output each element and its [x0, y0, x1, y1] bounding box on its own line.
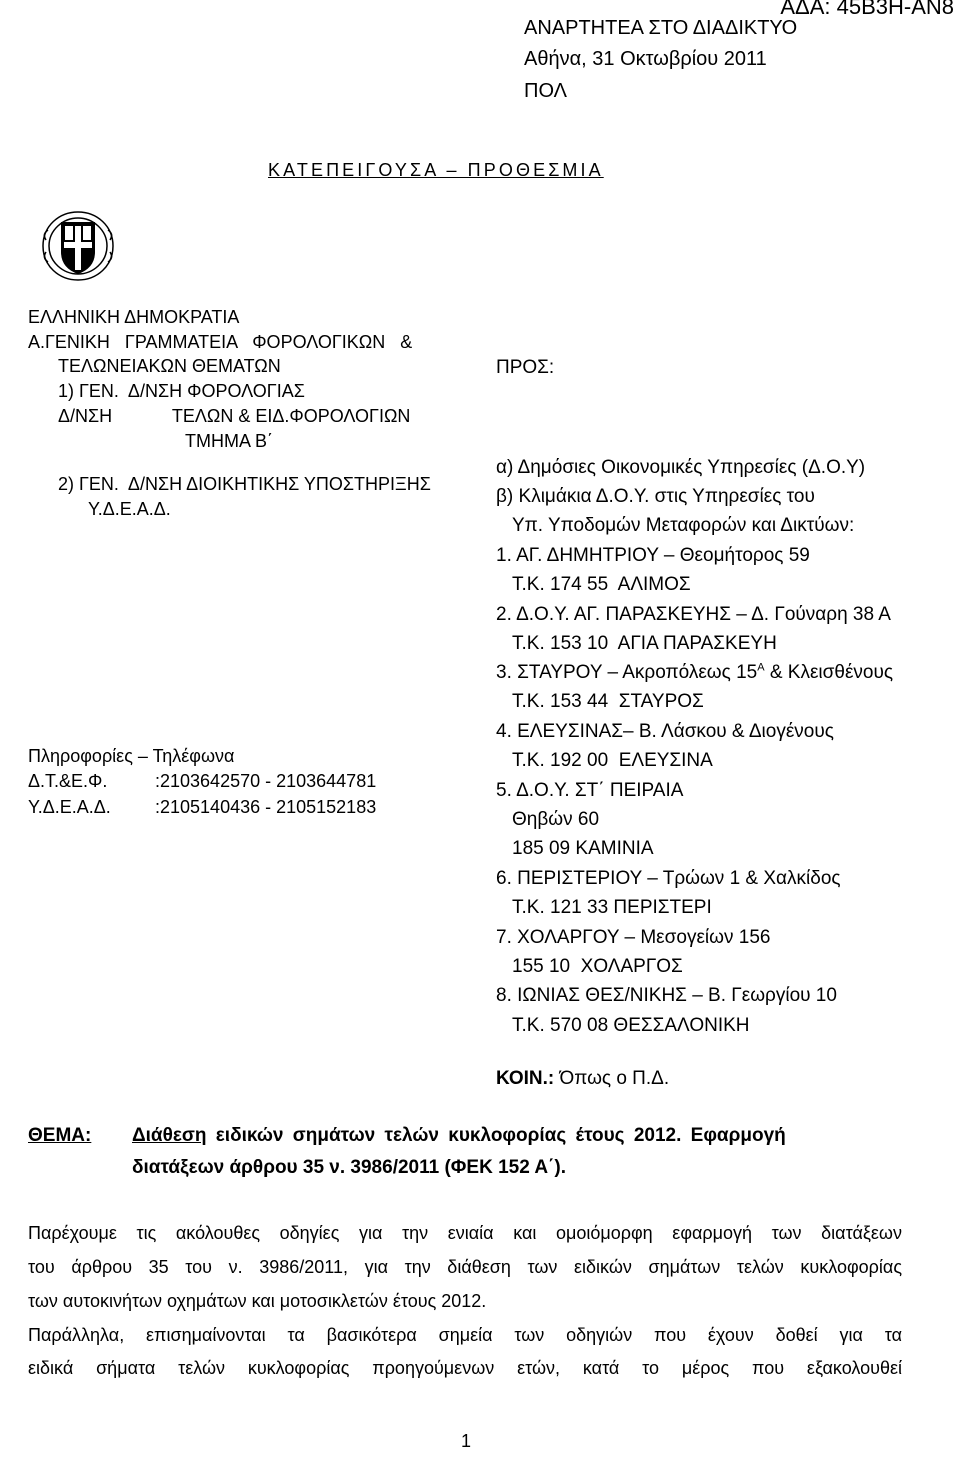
recipient-line: Τ.Κ. 192 00 ΕΛΕΥΣΙΝΑ	[512, 750, 713, 771]
recipient-line: 2. Δ.Ο.Υ. ΑΓ. ΠΑΡΑΣΚΕΥΗΣ – Δ. Γούναρη 38 Α	[496, 604, 891, 625]
recipient-line: 155 10 ΧΟΛΑΡΓΟΣ	[512, 956, 683, 977]
recipient-line: Θηβών 60	[512, 809, 600, 830]
urgent-deadline-notice: ΚΑΤΕΠΕΙΓΟΥΣΑ – ΠΡΟΘΕΣΜΙΑ	[268, 160, 604, 180]
info-title: Πληροφορίες – Τηλέφωνα	[28, 746, 235, 766]
recipient-line: 1. ΑΓ. ΔΗΜΗΤΡΙΟΥ – Θεομήτορος 59	[496, 545, 810, 566]
body-p1-line-3: των αυτοκινήτων οχημάτων και μοτοσικλετών έτους 2012.	[28, 1291, 487, 1311]
body-p2-line-1: Παράλληλα, επισημαίνονται τα βασικότερα σημεία των οδηγιών που έχουν δοθεί για τα	[28, 1325, 902, 1345]
subject-label: ΘΕΜΑ:	[28, 1125, 92, 1146]
subject-underlined-word: Διάθεση	[132, 1125, 207, 1146]
recipient-line: 4. ΕΛΕΥΣΙΝΑΣ– Β. Λάσκου & Διογένους	[496, 721, 834, 742]
subject-line-1	[132, 1125, 892, 1147]
page-number: 1	[461, 1431, 472, 1451]
sender-line-duties-directorate: Δ/ΝΣΗ ΤΕΛΩΝ & ΕΙΔ.ΦΟΡΟΛΟΓΙΩΝ	[58, 406, 411, 426]
subject-line-2: διατάξεων άρθρου 35 ν. 3986/2011 (ΦΕΚ 152 Α΄).	[132, 1157, 566, 1178]
recipient-line: 7. ΧΟΛΑΡΓΟΥ – Μεσογείων 156	[496, 927, 771, 948]
sender-line-taxation-directorate: 1) ΓΕΝ. Δ/ΝΣΗ ΦΟΡΟΛΟΓΙΑΣ	[58, 381, 305, 401]
contact-dept-2: Υ.Δ.Ε.Α.Δ.	[28, 797, 111, 817]
recipient-line: β) Κλιμάκια Δ.Ο.Υ. στις Υπηρεσίες του	[496, 486, 815, 507]
recipient-line: Τ.Κ. 570 08 ΘΕΣΣΑΛΟΝΙΚΗ	[512, 1015, 750, 1036]
pol-label: ΠΟΛ	[524, 80, 567, 102]
recipient-line: 5. Δ.Ο.Υ. ΣΤ΄ ΠΕΙΡΑΙΑ	[496, 780, 684, 801]
contact-dept-1: Δ.Τ.&Ε.Φ.	[28, 771, 108, 791]
recipient-line-stavros	[496, 661, 893, 684]
recipient-line: Υπ. Υποδομών Μεταφορών και Δικτύων:	[512, 515, 855, 536]
to-label: ΠΡΟΣ:	[496, 357, 555, 378]
recipient-line-text: 3. ΣΤΑΥΡΟΥ – Ακροπόλεως 15	[496, 662, 758, 683]
body-p2-line-2: ειδικά σήματα τελών κυκλοφορίας προηγούμενων ετών, κατά το μέρος που εξακολουθεί	[28, 1358, 902, 1378]
sender-line-ydead: Υ.Δ.Ε.Α.Δ.	[88, 499, 171, 519]
body-p1-line-2: του άρθρου 35 του ν. 3986/2011, για την διάθεση των ειδικών σημάτων τελών κυκλοφορίας	[28, 1257, 902, 1277]
recipient-line: 8. ΙΩΝΙΑΣ ΘΕΣ/ΝΙΚΗΣ – Β. Γεωργίου 10	[496, 985, 837, 1006]
recipient-line: 6. ΠΕΡΙΣΤΕΡΙΟΥ – Τρώων 1 & Χαλκίδος	[496, 868, 841, 889]
document-date: Αθήνα, 31 Οκτωβρίου 2011	[524, 48, 767, 70]
recipient-line: Τ.Κ. 153 10 ΑΓΙΑ ΠΑΡΑΣΚΕΥΗ	[512, 633, 777, 654]
cc-label: ΚΟΙΝ.:	[496, 1068, 555, 1089]
contact-phones-2: :2105140436 - 2105152183	[155, 797, 377, 817]
recipient-line: 185 09 ΚΑΜΙΝΙΑ	[512, 838, 654, 859]
body-p1-line-1: Παρέχουμε τις ακόλουθες οδηγίες για την ενιαία και ομοιόμορφη εφαρμογή των διατάξεων	[28, 1223, 902, 1243]
recipient-line: Τ.Κ. 153 44 ΣΤΑΥΡΟΣ	[512, 691, 704, 712]
ada-code: ΑΔΑ: 45Β3Η-ΑΝ8	[780, 0, 954, 19]
sender-line-admin-directorate: 2) ΓΕΝ. Δ/ΝΣΗ ΔΙΟΙΚΗΤΙΚΗΣ ΥΠΟΣΤΗΡΙΞΗΣ	[58, 474, 431, 494]
sender-line-department: ΤΜΗΜΑ Β΄	[185, 431, 273, 451]
recipient-line-tail: & Κλεισθένους	[764, 662, 894, 683]
posted-notice: ΑΝΑΡΤΗΤΕΑ ΣΤΟ ΔΙΑΔΙΚΤΥΟ	[524, 17, 798, 39]
recipient-line: α) Δημόσιες Οικονομικές Υπηρεσίες (Δ.Ο.Υ)	[496, 457, 866, 478]
sender-line-republic: ΕΛΛΗΝΙΚΗ ΔΗΜΟΚΡΑΤΙΑ	[28, 307, 240, 327]
recipient-line: Τ.Κ. 174 55 ΑΛΙΜΟΣ	[512, 574, 691, 595]
cc-line	[496, 1067, 669, 1090]
subject-text-1: ειδικών σημάτων τελών κυκλοφορίας έτους 2012. Εφαρμογή	[206, 1125, 786, 1146]
contact-phones-1: :2103642570 - 2103644781	[155, 771, 377, 791]
greek-state-emblem-icon	[28, 190, 110, 266]
cc-text: Όπως ο Π.Δ.	[554, 1068, 670, 1089]
recipient-line: Τ.Κ. 121 33 ΠΕΡΙΣΤΕΡΙ	[512, 897, 712, 918]
sender-line-customs-affairs: ΤΕΛΩΝΕΙΑΚΩΝ ΘΕΜΑΤΩΝ	[58, 356, 281, 376]
sender-line-general-secretariat: Α.ΓΕΝΙΚΗ ΓΡΑΜΜΑΤΕΙΑ ΦΟΡΟΛΟΓΙΚΩΝ &	[28, 332, 413, 352]
superscript-a: Α	[757, 661, 765, 674]
